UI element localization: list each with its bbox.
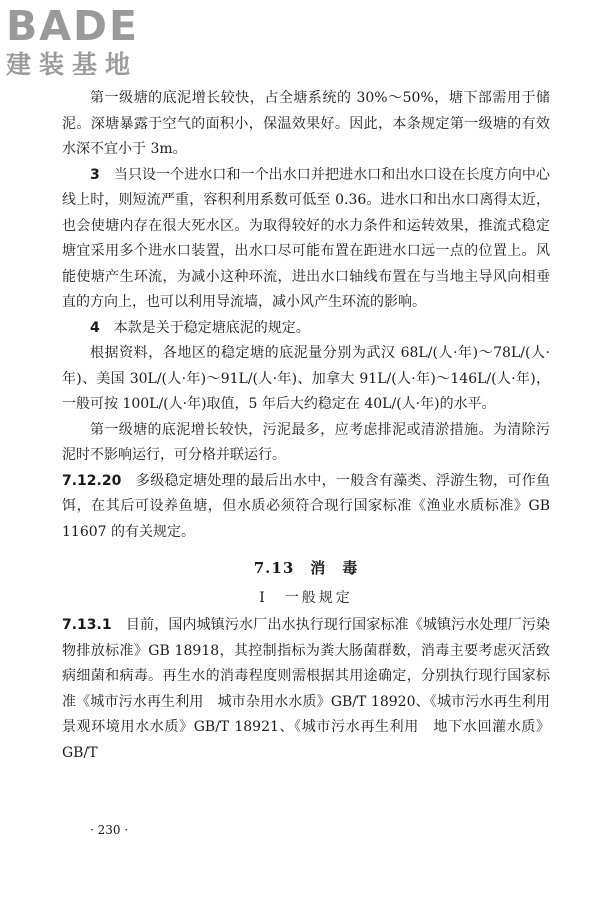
item-number: 4 [90, 319, 100, 336]
clause-number: 7.13.1 [62, 617, 112, 633]
paragraph-sludge-removal [62, 418, 550, 469]
paragraph-1-text: 第一级塘的底泥增长较快，占全塘系统的 30%～50%，塘下部需用于储泥。深塘暴露于空气的面积小，保温效果好。因此，本条规定第一级塘的有效水深不宜小于 3m。 [62, 90, 550, 157]
sludge-data-text: 根据资料，各地区的稳定塘的底泥量分别为武汉 68L/(人·年)～78L/(人·年)、美国 30L/(人·年)～91L/(人·年)、加拿大 91L/(人·年)～146L/(人·年)，一般可按 100L/(人·年)取值，5 年后大约稳定在 40L/(人·年)的水平。 [62, 345, 550, 412]
section-subtitle: Ⅰ 一般规定 [259, 590, 353, 606]
sludge-removal-text: 第一级塘的底泥增长较快，污泥最多，应考虑排泥或清淤措施。为清除污泥时不影响运行，可分格并联运行。 [62, 421, 550, 463]
watermark-logo-text: BADE [6, 2, 140, 50]
clause-7-12-20-text: 多级稳定塘处理的最后出水中，一般含有藻类、浮游生物，可作鱼饵，在其后可设养鱼塘，但水质必须符合现行国家标准《渔业水质标准》GB 11607 的有关规定。 [62, 472, 550, 540]
item-3-text: 当只设一个进水口和一个出水口并把进水口和出水口设在长度方向中心线上时，则短流严重，容积利用系数可低至 0.36。进水口和出水口离得太近，也会使塘内存在很大死水区。为取得较好的水力条件和运转效果，推流式稳定塘宜采用多个进水口装置，出水口尽可能布置在距进水口远一点的位置上。风能使塘产生环流，为减小这种环流，进出水口轴线布置在与当地主导风向相垂直的方向上，也可以利用导流墙，减小风产生环流的影响。 [62, 166, 550, 310]
paragraph-sludge-data [62, 341, 550, 418]
watermark-logo [6, 4, 176, 80]
page-number: · 230 · [90, 823, 129, 837]
paragraph-item-3 [62, 163, 550, 316]
section-title: 7.13 消 毒 [253, 559, 359, 577]
clause-7-12-20 [62, 469, 550, 546]
watermark-subtitle: 建装基地 [6, 50, 139, 79]
paragraph-item-4 [62, 316, 550, 342]
clause-7-13-1 [62, 613, 564, 766]
item-number: 3 [90, 166, 100, 183]
clause-number: 7.12.20 [62, 472, 122, 489]
document-body [62, 86, 564, 766]
paragraph-1 [62, 86, 550, 163]
item-4-text: 本款是关于稳定塘底泥的规定。 [113, 319, 310, 336]
clause-7-13-1-text: 目前，国内城镇污水厂出水执行现行国家标准《城镇污水处理厂污染物排放标准》GB 18918，其控制指标为粪大肠菌群数，消毒主要考虑灭活致病细菌和病毒。再生水的消毒程度则需根据其用途确定，分别执行现行国家标准《城市污水再生利用 城市杂用水水质》GB/T 18920、《城市污水再生利用 景观环境用水水质》GB/T 18921、《城市污水再生利用 地下水回灌水质》GB/T [62, 617, 564, 761]
